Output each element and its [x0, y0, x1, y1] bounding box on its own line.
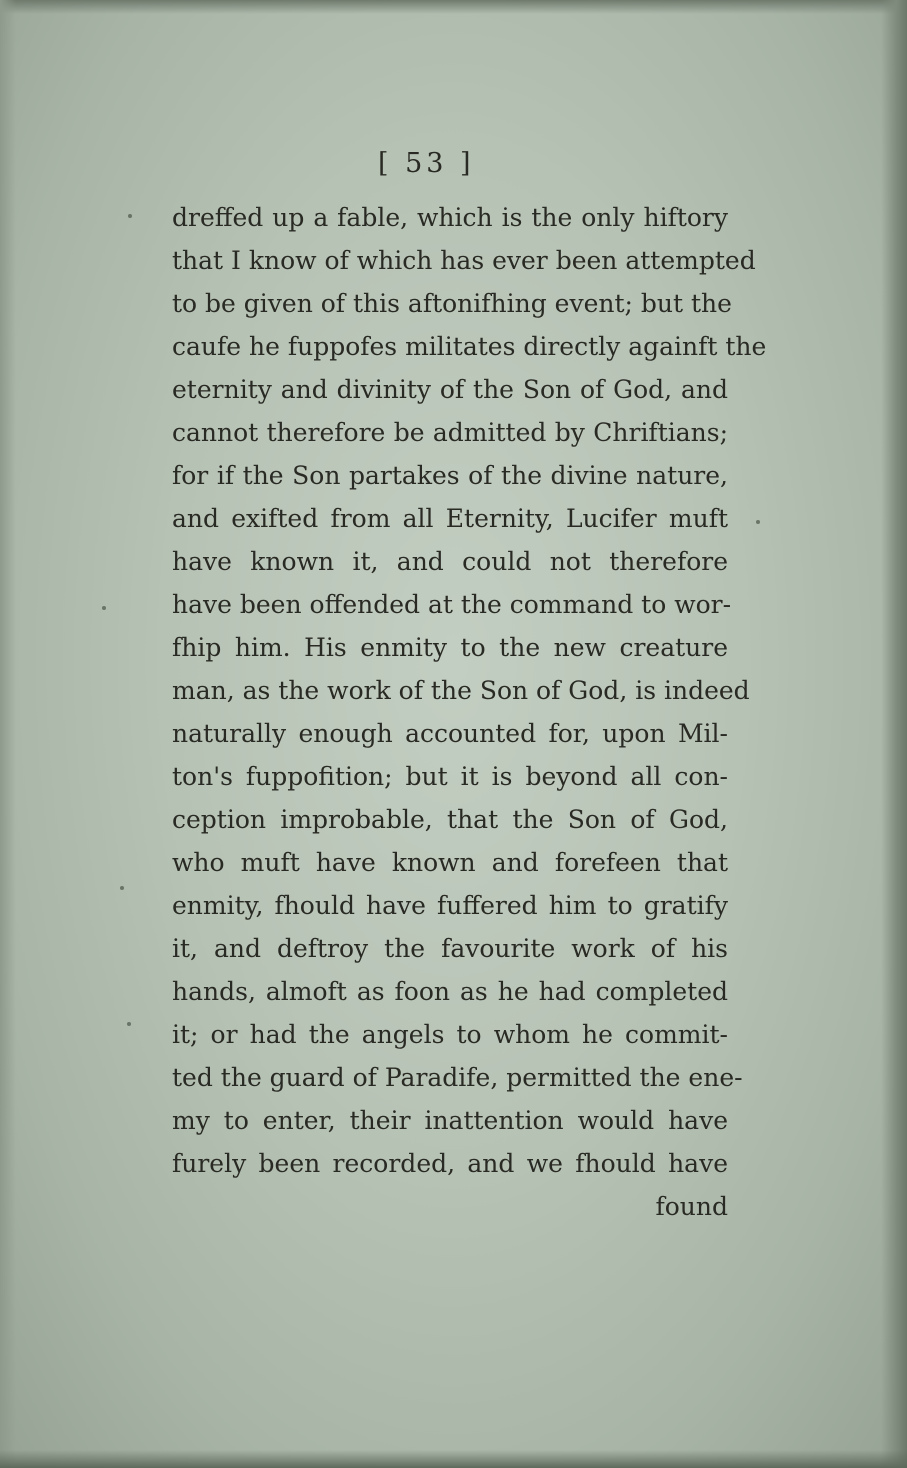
- text-line: eternity and divinity of the Son of God, and: [172, 375, 728, 404]
- body-text: [172, 196, 767, 1228]
- text-line: man, as the work of the Son of God, is indeed: [172, 676, 750, 705]
- paper-speck: [102, 606, 106, 610]
- text-line: have been offended at the command to wor-: [172, 590, 732, 619]
- paper-speck: [120, 886, 124, 890]
- page-number-header: [ 53 ]: [378, 148, 475, 179]
- text-line: cannot therefore be admitted by Chriftians;: [172, 418, 728, 447]
- text-line: fhip him. His enmity to the new creature: [172, 633, 728, 662]
- text-line: my to enter, their inattention would have: [172, 1106, 728, 1135]
- text-line: ception improbable, that the Son of God,: [172, 805, 728, 834]
- text-line: naturally enough accounted for, upon Mil-: [172, 719, 728, 748]
- text-line: hands, almoft as foon as he had completed: [172, 977, 728, 1006]
- page-right-edge-shadow: [881, 0, 907, 1468]
- text-line: that I know of which has ever been attempted: [172, 246, 756, 275]
- text-line: ted the guard of Paradife, permitted the ene-: [172, 1063, 743, 1092]
- text-line: dreffed up a fable, which is the only hiftory: [172, 203, 728, 232]
- text-line: ton's fuppofition; but it is beyond all con-: [172, 762, 728, 791]
- paper-speck: [128, 214, 132, 218]
- page-left-edge-shadow: [0, 0, 16, 1468]
- text-line: who muft have known and forefeen that: [172, 848, 728, 877]
- text-line: enmity, fhould have fuffered him to gratify: [172, 891, 728, 920]
- text-line: caufe he fuppofes militates directly againft the: [172, 332, 767, 361]
- text-line: to be given of this aftonifhing event; but the: [172, 289, 732, 318]
- text-line: for if the Son partakes of the divine nature,: [172, 461, 728, 490]
- catchword: found: [655, 1192, 728, 1221]
- text-line: it; or had the angels to whom he commit-: [172, 1020, 728, 1049]
- paper-speck: [756, 520, 760, 524]
- text-line: it, and deftroy the favourite work of his: [172, 934, 728, 963]
- text-line: have known it, and could not therefore: [172, 547, 728, 576]
- text-line: and exifted from all Eternity, Lucifer muft: [172, 504, 728, 533]
- paper-speck: [127, 1022, 131, 1026]
- text-line: furely been recorded, and we fhould have: [172, 1149, 728, 1178]
